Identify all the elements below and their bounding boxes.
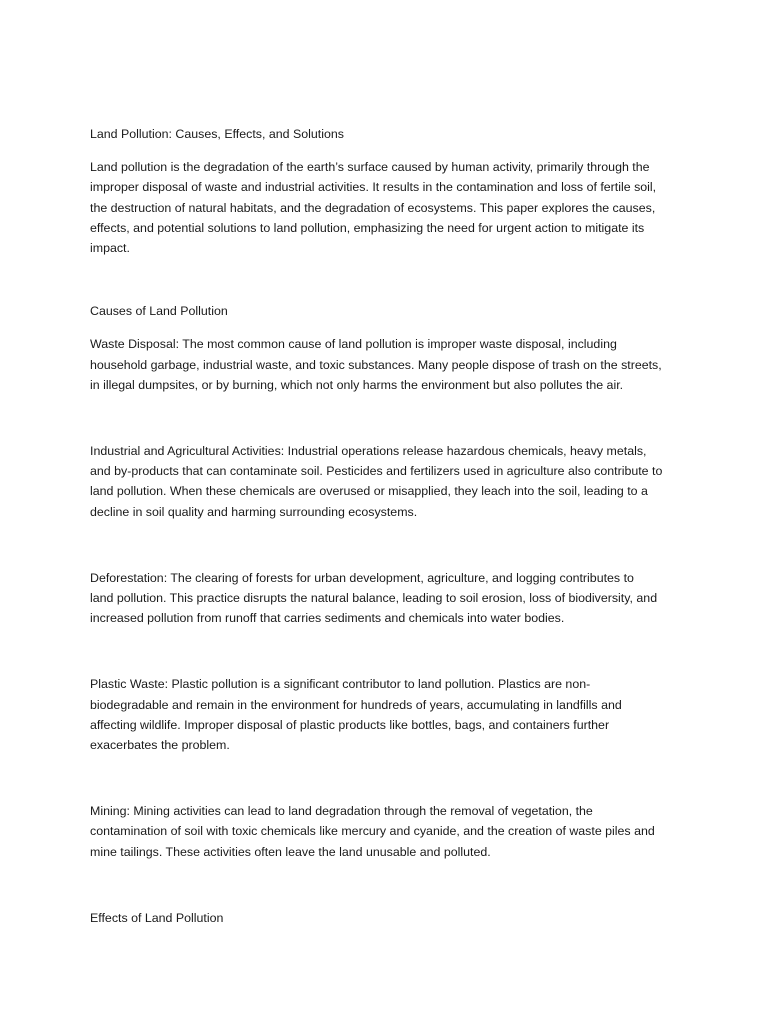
text-line: increased pollution from runoff that carries sediments and chemicals into water bodies. xyxy=(90,611,565,626)
text-line: the destruction of natural habitats, and the degradation of ecosystems. This paper explores the causes, xyxy=(90,200,656,215)
document-body xyxy=(90,124,680,941)
text-line: household garbage, industrial waste, and toxic substances. Many people dispose of trash on the streets, xyxy=(90,357,662,372)
text-line: in illegal dumpsites, or by burning, which not only harms the environment but also pollutes the air. xyxy=(90,377,624,392)
cause-mining xyxy=(90,801,680,862)
intro-paragraph xyxy=(90,157,680,258)
text-line: exacerbates the problem. xyxy=(90,738,230,753)
cause-plastic-waste xyxy=(90,674,680,755)
text-line: Industrial and Agricultural Activities: Industrial operations release hazardous chemicals, heavy metals, xyxy=(90,444,647,459)
text-line: biodegradable and remain in the environment for hundreds of years, accumulating in landfills and xyxy=(90,697,622,712)
cause-deforestation xyxy=(90,568,680,629)
text-line: impact. xyxy=(90,241,130,256)
text-line: land pollution. When these chemicals are overused or misapplied, they leach into the soil, leading to a xyxy=(90,484,648,499)
cause-industrial-agricultural xyxy=(90,441,680,522)
text-line: and by-products that can contaminate soil. Pesticides and fertilizers used in agriculture also contribute to xyxy=(90,464,663,479)
text-line: affecting wildlife. Improper disposal of plastic products like bottles, bags, and containers further xyxy=(90,717,610,732)
causes-heading: Causes of Land Pollution xyxy=(90,304,228,319)
text-line: improper disposal of waste and industrial activities. It results in the contamination and loss of fertile soil, xyxy=(90,180,657,195)
text-line: Plastic Waste: Plastic pollution is a significant contributor to land pollution. Plastics are non- xyxy=(90,677,591,692)
text-line: decline in soil quality and harming surrounding ecosystems. xyxy=(90,504,418,519)
effects-heading: Effects of Land Pollution xyxy=(90,910,224,925)
text-line: effects, and potential solutions to land pollution, emphasizing the need for urgent action to mitigate its xyxy=(90,220,645,235)
text-line: Mining: Mining activities can lead to land degradation through the removal of vegetation, the xyxy=(90,804,593,819)
text-line: Waste Disposal: The most common cause of land pollution is improper waste disposal, including xyxy=(90,337,617,352)
document-title: Land Pollution: Causes, Effects, and Solutions xyxy=(90,127,344,141)
text-line: mine tailings. These activities often leave the land unusable and polluted. xyxy=(90,844,491,859)
text-line: Land pollution is the degradation of the earth’s surface caused by human activity, primarily through the xyxy=(90,160,650,175)
text-line: land pollution. This practice disrupts the natural balance, leading to soil erosion, loss of biodiversity, and xyxy=(90,591,658,606)
text-line: contamination of soil with toxic chemicals like mercury and cyanide, and the creation of waste piles and xyxy=(90,824,655,839)
cause-waste-disposal xyxy=(90,334,680,395)
text-line: Deforestation: The clearing of forests for urban development, agriculture, and logging contributes to xyxy=(90,570,634,585)
